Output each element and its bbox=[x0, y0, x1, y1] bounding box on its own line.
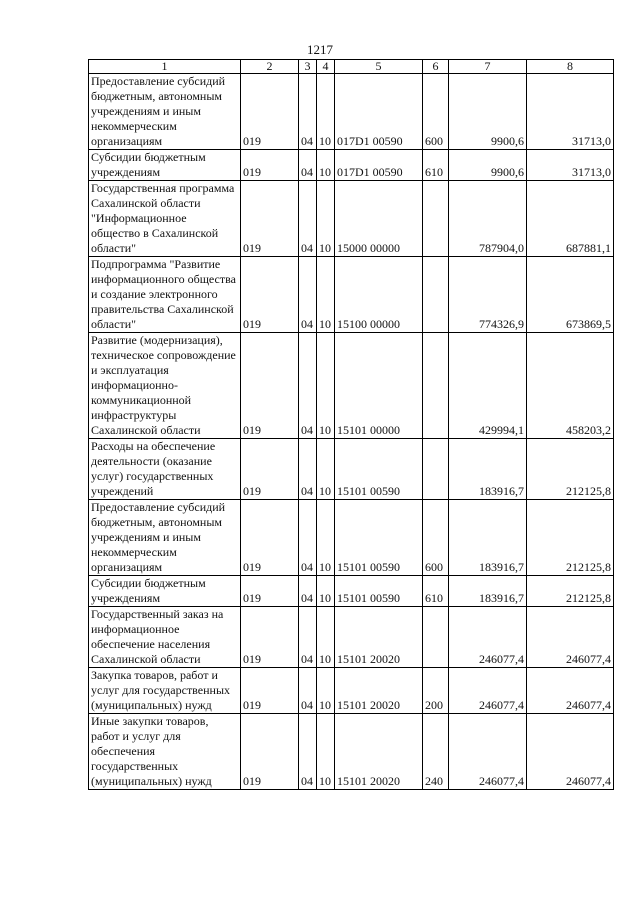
row-grbs-cell: 019 bbox=[241, 333, 299, 439]
row-name-cell: Подпрограмма "Развитие информационного общества и создание электронного правительства Сахалинской области" bbox=[89, 257, 241, 333]
row-amount-1-cell: 774326,9 bbox=[449, 257, 527, 333]
row-section-cell: 04 bbox=[299, 257, 317, 333]
row-amount-2-cell: 31713,0 bbox=[527, 74, 614, 150]
column-header: 8 bbox=[527, 60, 614, 74]
table-row bbox=[89, 500, 614, 576]
row-amount-1-cell: 787904,0 bbox=[449, 181, 527, 257]
column-header: 7 bbox=[449, 60, 527, 74]
row-target-article-cell: 017D1 00590 bbox=[335, 74, 423, 150]
row-subsection-cell: 10 bbox=[317, 714, 335, 790]
row-amount-1-cell: 183916,7 bbox=[449, 576, 527, 607]
row-expense-type-cell: 600 bbox=[423, 500, 449, 576]
row-amount-1-cell: 183916,7 bbox=[449, 500, 527, 576]
row-name-cell: Развитие (модернизация), техническое сопровождение и эксплуатация информационно-коммуникационной инфраструктуры Сахалинской области bbox=[89, 333, 241, 439]
row-expense-type-cell bbox=[423, 607, 449, 668]
row-expense-type-cell: 240 bbox=[423, 714, 449, 790]
row-section-cell: 04 bbox=[299, 607, 317, 668]
row-amount-1-cell: 246077,4 bbox=[449, 607, 527, 668]
row-grbs-cell: 019 bbox=[241, 668, 299, 714]
column-header: 2 bbox=[241, 60, 299, 74]
table-row bbox=[89, 439, 614, 500]
table-header-row bbox=[89, 60, 614, 74]
row-target-article-cell: 15101 20020 bbox=[335, 607, 423, 668]
row-target-article-cell: 15101 20020 bbox=[335, 668, 423, 714]
row-expense-type-cell bbox=[423, 181, 449, 257]
row-target-article-cell: 017D1 00590 bbox=[335, 150, 423, 181]
row-subsection-cell: 10 bbox=[317, 181, 335, 257]
row-name-cell: Предоставление субсидий бюджетным, автономным учреждениям и иным некоммерческим организациям bbox=[89, 74, 241, 150]
row-section-cell: 04 bbox=[299, 150, 317, 181]
row-grbs-cell: 019 bbox=[241, 607, 299, 668]
row-subsection-cell: 10 bbox=[317, 576, 335, 607]
column-header: 3 bbox=[299, 60, 317, 74]
row-expense-type-cell: 600 bbox=[423, 74, 449, 150]
row-amount-2-cell: 31713,0 bbox=[527, 150, 614, 181]
table-row bbox=[89, 150, 614, 181]
row-name-cell: Субсидии бюджетным учреждениям bbox=[89, 150, 241, 181]
row-subsection-cell: 10 bbox=[317, 257, 335, 333]
row-section-cell: 04 bbox=[299, 439, 317, 500]
row-target-article-cell: 15100 00000 bbox=[335, 257, 423, 333]
row-section-cell: 04 bbox=[299, 181, 317, 257]
row-name-cell: Закупка товаров, работ и услуг для государственных (муниципальных) нужд bbox=[89, 668, 241, 714]
row-grbs-cell: 019 bbox=[241, 500, 299, 576]
row-name-cell: Субсидии бюджетным учреждениям bbox=[89, 576, 241, 607]
row-amount-2-cell: 246077,4 bbox=[527, 607, 614, 668]
row-amount-2-cell: 212125,8 bbox=[527, 500, 614, 576]
row-expense-type-cell bbox=[423, 257, 449, 333]
row-name-cell: Предоставление субсидий бюджетным, автономным учреждениям и иным некоммерческим организациям bbox=[89, 500, 241, 576]
row-grbs-cell: 019 bbox=[241, 74, 299, 150]
row-name-cell: Государственный заказ на информационное обеспечение населения Сахалинской области bbox=[89, 607, 241, 668]
row-subsection-cell: 10 bbox=[317, 333, 335, 439]
row-target-article-cell: 15101 00590 bbox=[335, 576, 423, 607]
row-grbs-cell: 019 bbox=[241, 576, 299, 607]
row-grbs-cell: 019 bbox=[241, 150, 299, 181]
row-name-cell: Государственная программа Сахалинской области "Информационное общество в Сахалинской области" bbox=[89, 181, 241, 257]
row-target-article-cell: 15101 20020 bbox=[335, 714, 423, 790]
row-section-cell: 04 bbox=[299, 668, 317, 714]
row-subsection-cell: 10 bbox=[317, 150, 335, 181]
table-row bbox=[89, 74, 614, 150]
row-target-article-cell: 15000 00000 bbox=[335, 181, 423, 257]
row-section-cell: 04 bbox=[299, 333, 317, 439]
row-subsection-cell: 10 bbox=[317, 74, 335, 150]
table-row bbox=[89, 257, 614, 333]
row-target-article-cell: 15101 00590 bbox=[335, 500, 423, 576]
row-amount-1-cell: 183916,7 bbox=[449, 439, 527, 500]
row-name-cell: Расходы на обеспечение деятельности (оказание услуг) государственных учреждений bbox=[89, 439, 241, 500]
row-amount-2-cell: 673869,5 bbox=[527, 257, 614, 333]
table-row bbox=[89, 714, 614, 790]
row-section-cell: 04 bbox=[299, 500, 317, 576]
budget-table bbox=[88, 59, 614, 790]
table-row bbox=[89, 668, 614, 714]
table-row bbox=[89, 576, 614, 607]
table-row bbox=[89, 607, 614, 668]
row-expense-type-cell bbox=[423, 333, 449, 439]
row-expense-type-cell: 610 bbox=[423, 576, 449, 607]
row-amount-1-cell: 246077,4 bbox=[449, 714, 527, 790]
row-grbs-cell: 019 bbox=[241, 257, 299, 333]
column-header: 5 bbox=[335, 60, 423, 74]
row-grbs-cell: 019 bbox=[241, 714, 299, 790]
row-section-cell: 04 bbox=[299, 74, 317, 150]
column-header: 6 bbox=[423, 60, 449, 74]
column-header: 1 bbox=[89, 60, 241, 74]
row-grbs-cell: 019 bbox=[241, 439, 299, 500]
column-header: 4 bbox=[317, 60, 335, 74]
row-subsection-cell: 10 bbox=[317, 607, 335, 668]
table-row bbox=[89, 181, 614, 257]
row-section-cell: 04 bbox=[299, 576, 317, 607]
row-subsection-cell: 10 bbox=[317, 500, 335, 576]
row-amount-2-cell: 212125,8 bbox=[527, 576, 614, 607]
row-target-article-cell: 15101 00000 bbox=[335, 333, 423, 439]
row-amount-2-cell: 687881,1 bbox=[527, 181, 614, 257]
row-amount-1-cell: 9900,6 bbox=[449, 150, 527, 181]
row-amount-1-cell: 429994,1 bbox=[449, 333, 527, 439]
row-amount-2-cell: 212125,8 bbox=[527, 439, 614, 500]
row-amount-1-cell: 9900,6 bbox=[449, 74, 527, 150]
row-amount-2-cell: 458203,2 bbox=[527, 333, 614, 439]
row-expense-type-cell: 610 bbox=[423, 150, 449, 181]
row-grbs-cell: 019 bbox=[241, 181, 299, 257]
row-target-article-cell: 15101 00590 bbox=[335, 439, 423, 500]
row-expense-type-cell bbox=[423, 439, 449, 500]
row-name-cell: Иные закупки товаров, работ и услуг для обеспечения государственных (муниципальных) нужд bbox=[89, 714, 241, 790]
row-section-cell: 04 bbox=[299, 714, 317, 790]
page-number: 1217 bbox=[307, 42, 333, 57]
row-amount-2-cell: 246077,4 bbox=[527, 668, 614, 714]
table-row bbox=[89, 333, 614, 439]
row-subsection-cell: 10 bbox=[317, 439, 335, 500]
row-amount-2-cell: 246077,4 bbox=[527, 714, 614, 790]
row-subsection-cell: 10 bbox=[317, 668, 335, 714]
row-amount-1-cell: 246077,4 bbox=[449, 668, 527, 714]
row-expense-type-cell: 200 bbox=[423, 668, 449, 714]
